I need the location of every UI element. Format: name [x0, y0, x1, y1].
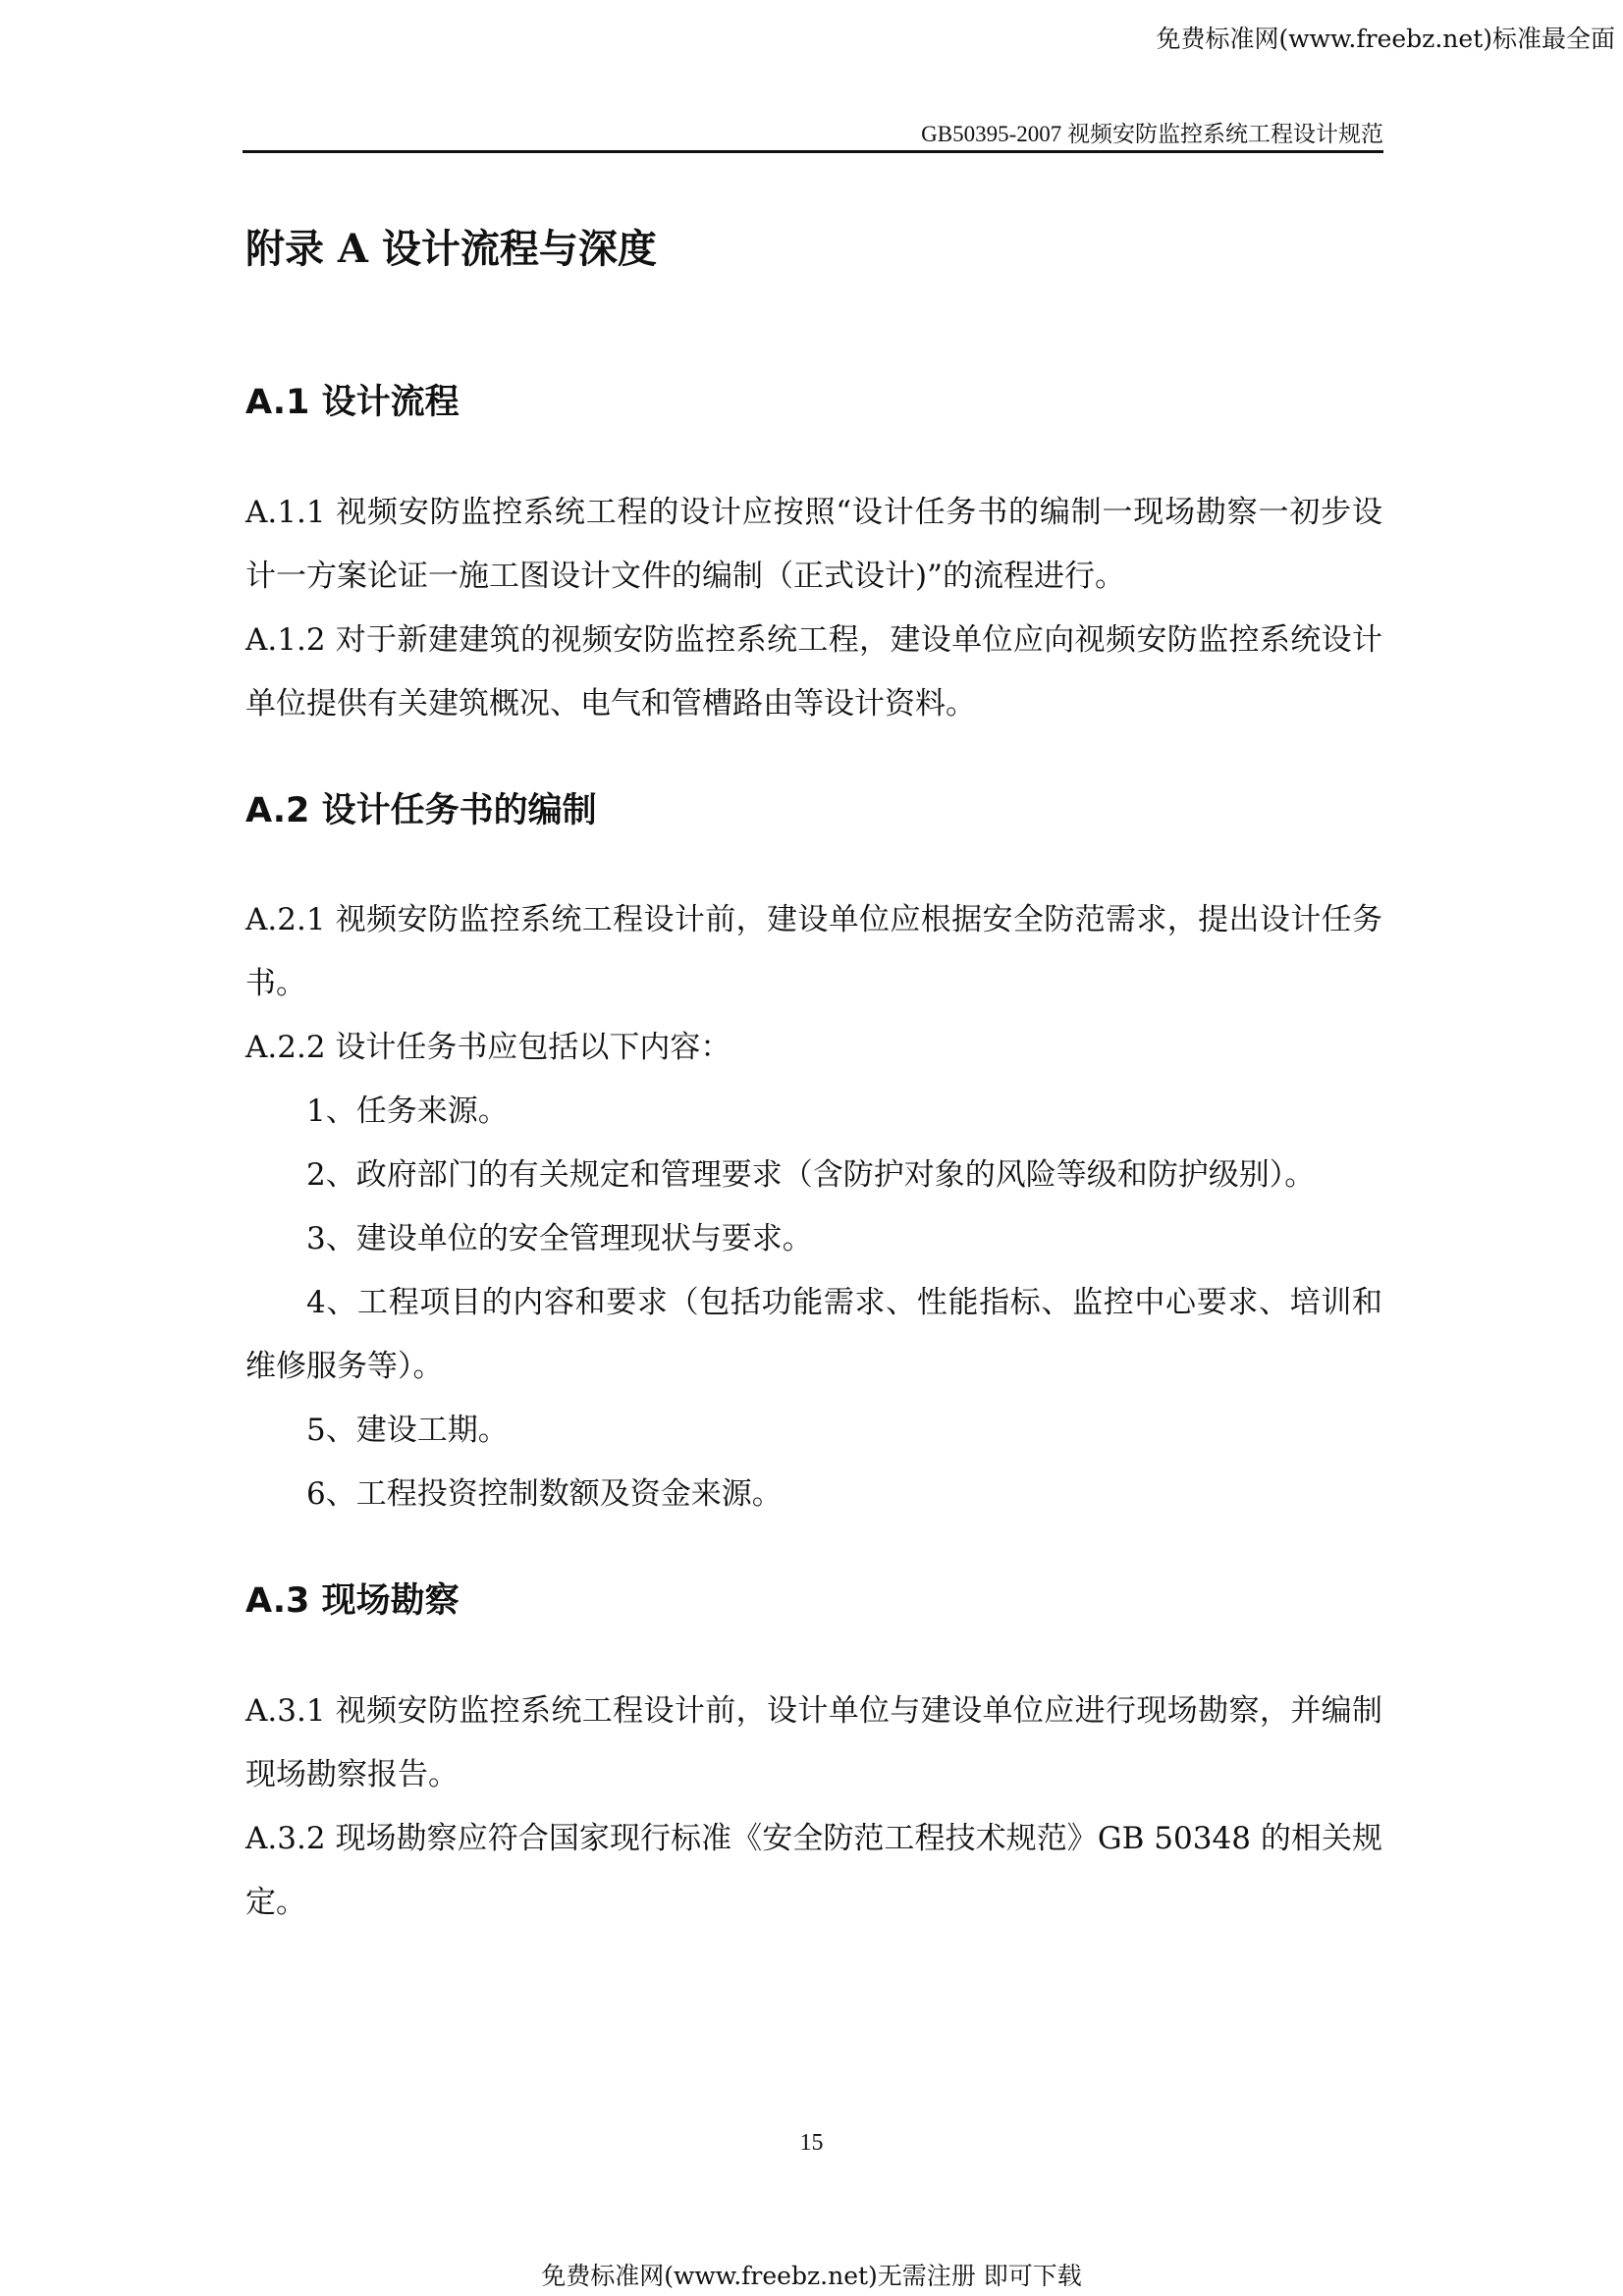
- clause-a-2-2: A.2.2 设计任务书应包括以下内容：: [245, 1030, 731, 1065]
- appendix-title: 附录 A 设计流程与深度: [245, 226, 657, 272]
- document-body: [245, 216, 1382, 1935]
- list-item: 6、工程投资控制数额及资金来源。: [306, 1476, 783, 1512]
- clause-a-3-2: A.3.2 现场勘察应符合国家现行标准《安全防范工程技术规范》GB 50348 的相关规定。: [245, 1820, 1382, 1920]
- header-rule: [243, 150, 1383, 153]
- list-item: 3、建设单位的安全管理现状与要求。: [306, 1221, 813, 1256]
- section-heading: A.1 设计流程: [245, 383, 460, 422]
- running-header: GB50395-2007 视频安防监控系统工程设计规范: [921, 122, 1383, 146]
- section-heading: A.3 现场勘察: [245, 1581, 460, 1621]
- list-item: 1、任务来源。: [306, 1094, 509, 1129]
- top-watermark: 免费标准网(www.freebz.net)标准最全面: [1156, 25, 1615, 53]
- list-item: 4、工程项目的内容和要求（包括功能需求、性能指标、监控中心要求、培训和维修服务等）。: [245, 1285, 1382, 1384]
- section-a3: [245, 1579, 1382, 1935]
- section-a1: [245, 381, 1382, 736]
- bottom-watermark: 免费标准网(www.freebz.net)无需注册 即可下载: [541, 2262, 1082, 2290]
- page-number: 15: [799, 2130, 824, 2156]
- clause-a-3-1: A.3.1 视频安防监控系统工程设计前，设计单位与建设单位应进行现场勘察，并编制现场勘察报告。: [245, 1692, 1382, 1792]
- list-item: 5、建设工期。: [306, 1413, 509, 1448]
- section-heading: A.2 设计任务书的编制: [245, 790, 597, 830]
- clause-a-1-1: A.1.1 视频安防监控系统工程的设计应按照“设计任务书的编制一现场勘察一初步设计一方案论证一施工图设计文件的编制（正式设计)”的流程进行。: [245, 494, 1382, 594]
- clause-a-1-2: A.1.2 对于新建建筑的视频安防监控系统工程，建设单位应向视频安防监控系统设计单位提供有关建筑概况、电气和管槽路由等设计资料。: [245, 621, 1382, 721]
- section-a2: [245, 789, 1382, 1527]
- clause-a-2-1: A.2.1 视频安防监控系统工程设计前，建设单位应根据安全防范需求，提出设计任务书。: [245, 902, 1382, 1001]
- list-item: 2、政府部门的有关规定和管理要求（含防护对象的风险等级和防护级别）。: [306, 1157, 1316, 1193]
